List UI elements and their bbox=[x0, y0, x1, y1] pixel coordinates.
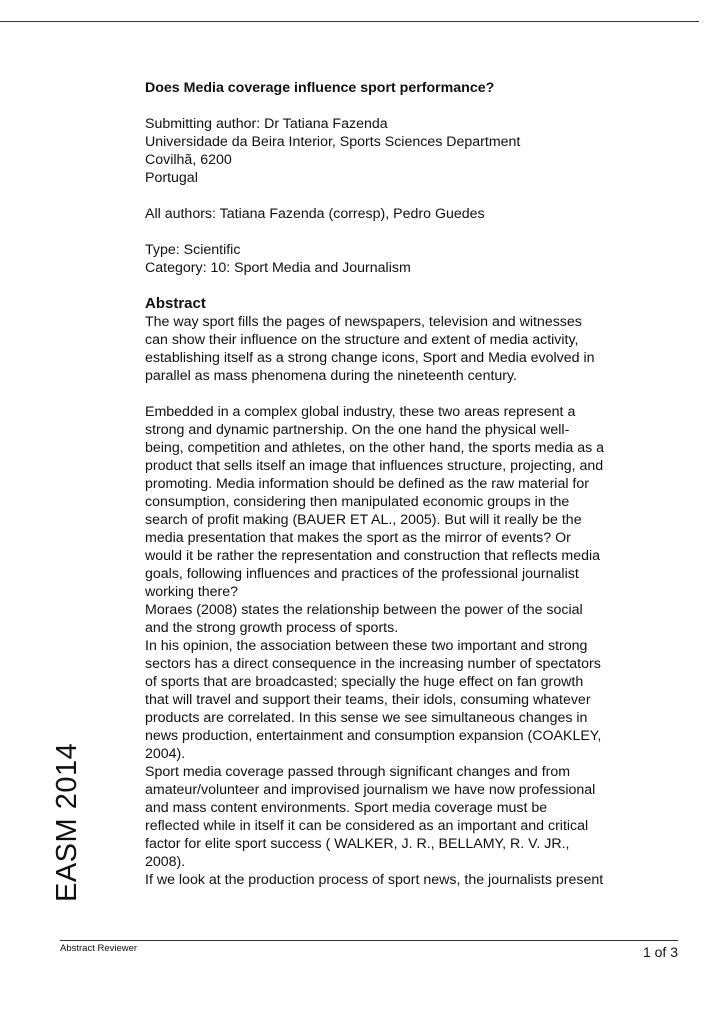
city: Covilhã, 6200 bbox=[145, 152, 232, 168]
abstract-heading: Abstract bbox=[145, 295, 206, 312]
abstract-paragraph-2 bbox=[145, 403, 665, 889]
text-line: media presentation that makes the sport as the mirror of events? Or bbox=[145, 530, 571, 546]
text-line: In his opinion, the association between these two important and strong bbox=[145, 638, 588, 654]
text-line: promoting. Media information should be defined as the raw material for bbox=[145, 476, 589, 492]
text-line: and the strong growth process of sports. bbox=[145, 620, 399, 636]
text-line: sectors has a direct consequence in the increasing number of spectators bbox=[145, 656, 601, 672]
text-line: Moraes (2008) states the relationship between the power of the social bbox=[145, 602, 583, 618]
category-line: Category: 10: Sport Media and Journalism bbox=[145, 260, 411, 276]
text-line: 2008). bbox=[145, 854, 186, 870]
text-line: product that sells itself an image that influences structure, projecting, and bbox=[145, 458, 604, 474]
footer-reviewer-label: Abstract Reviewer bbox=[60, 943, 138, 954]
text-line: would it be rather the representation and construction that reflects media bbox=[145, 548, 601, 564]
text-line: strong and dynamic partnership. On the one hand the physical well- bbox=[145, 422, 570, 438]
text-line: goals, following influences and practices of the professional journalist bbox=[145, 566, 579, 582]
text-line: The way sport fills the pages of newspapers, television and witnesses bbox=[145, 314, 582, 330]
text-line: factor for elite sport success ( WALKER, J. R., BELLAMY, R. V. JR., bbox=[145, 836, 570, 852]
text-line: products are correlated. In this sense we see simultaneous changes in bbox=[145, 710, 588, 726]
submitting-author: Submitting author: Dr Tatiana Fazenda bbox=[145, 116, 388, 132]
text-line: working there? bbox=[145, 584, 239, 600]
text-line: consumption, considering then manipulated economic groups in the bbox=[145, 494, 570, 510]
text-line: establishing itself as a strong change icons, Sport and Media evolved in bbox=[145, 350, 595, 366]
text-line: search of profit making (BAUER ET AL., 2005). But will it really be the bbox=[145, 512, 582, 528]
text-line: reflected while in itself it can be considered as an important and critical bbox=[145, 818, 589, 834]
footer-rule bbox=[60, 940, 678, 941]
affiliation: Universidade da Beira Interior, Sports Sciences Department bbox=[145, 134, 521, 150]
top-rule bbox=[0, 21, 699, 22]
submitting-author-block bbox=[145, 115, 665, 187]
document-body bbox=[145, 79, 665, 889]
type-line: Type: Scientific bbox=[145, 242, 241, 258]
text-line: Embedded in a complex global industry, these two areas represent a bbox=[145, 404, 576, 420]
document-title: Does Media coverage influence sport performance? bbox=[145, 80, 495, 96]
text-line: amateur/volunteer and improvised journalism we have now professional bbox=[145, 782, 596, 798]
text-line: Sport media coverage passed through significant changes and from bbox=[145, 764, 571, 780]
text-line: If we look at the production process of sport news, the journalists present bbox=[145, 872, 604, 888]
side-label: EASM 2014 bbox=[51, 742, 83, 902]
all-authors: All authors: Tatiana Fazenda (corresp), Pedro Guedes bbox=[145, 206, 485, 222]
page-number: 1 of 3 bbox=[642, 944, 678, 960]
text-line: being, competition and athletes, on the other hand, the sports media as a bbox=[145, 440, 605, 456]
meta-block bbox=[145, 241, 665, 277]
text-line: and mass content environments. Sport media coverage must be bbox=[145, 800, 548, 816]
country: Portugal bbox=[145, 170, 198, 186]
abstract-paragraph-1 bbox=[145, 313, 665, 385]
text-line: news production, entertainment and consumption expansion (COAKLEY, bbox=[145, 728, 602, 744]
text-line: that will travel and support their teams, their idols, consuming whatever bbox=[145, 692, 591, 708]
text-line: of sports that are broadcasted; specially the huge effect on fan growth bbox=[145, 674, 584, 690]
text-line: 2004). bbox=[145, 746, 186, 762]
text-line: can show their influence on the structure and extent of media activity, bbox=[145, 332, 579, 348]
text-line: parallel as mass phenomena during the nineteenth century. bbox=[145, 368, 517, 384]
